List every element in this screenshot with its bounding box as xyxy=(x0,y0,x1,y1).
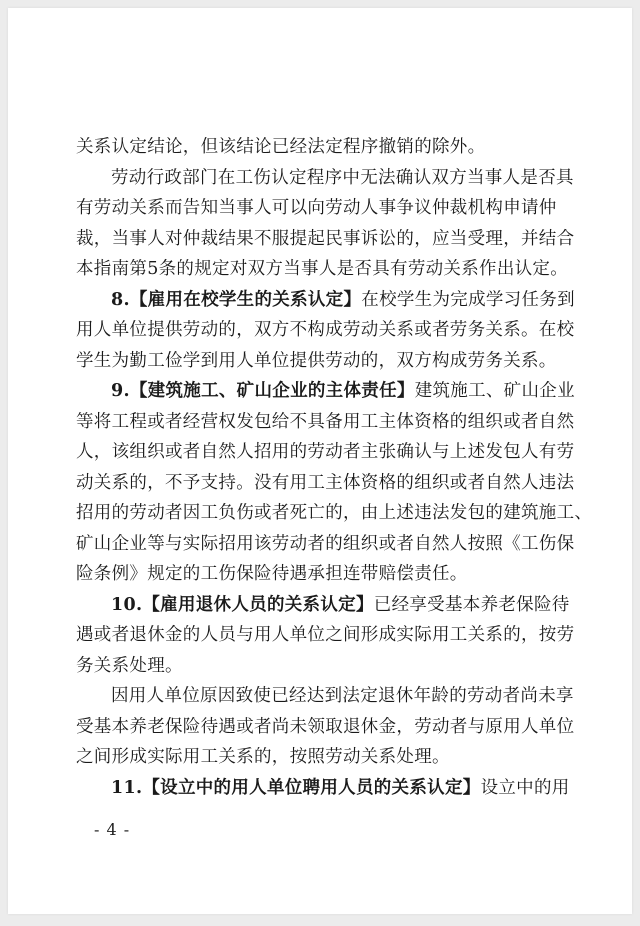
text-line: 在校学生为完成学习任务到 xyxy=(361,289,575,310)
text-line: 关系认定结论，但该结论已经法定程序撤销的除外。 xyxy=(76,137,486,157)
clause-number: 11. xyxy=(111,777,143,798)
paragraph xyxy=(76,163,575,285)
text-line: 因用人单位原因致使已经达到法定退休年龄的劳动者尚未享 xyxy=(111,686,574,706)
clause-number: 8. xyxy=(111,289,130,310)
clause-9 xyxy=(76,376,593,590)
text-line: 遇或者退休金的人员与用人单位之间形成实际用工关系的，按劳 xyxy=(76,625,575,645)
text-line: 之间形成实际用工关系的，按照劳动关系处理。 xyxy=(76,747,450,767)
text-line: 劳动行政部门在工伤认定程序中无法确认双方当事人是否具 xyxy=(111,167,574,188)
page-number: - 4 - xyxy=(94,820,131,839)
text-line: 用人单位提供劳动的，双方不构成劳动关系或者劳务关系。在校 xyxy=(76,320,575,340)
paragraph xyxy=(76,681,575,773)
text-line: 等将工程或者经营权发包给不具备用工主体资格的组织或者自然 xyxy=(76,411,575,432)
text-line: 动关系的，不予支持。没有用工主体资格的组织或者自然人违法 xyxy=(76,472,575,493)
text-line: 设立中的用 xyxy=(480,777,570,798)
clause-heading: 【建筑施工、矿山企业的主体责任】 xyxy=(129,381,415,401)
text-line: 务关系处理。 xyxy=(76,655,183,676)
clause-11 xyxy=(76,773,570,804)
clause-8 xyxy=(76,285,575,377)
text-line: 人，该组织或者自然人招用的劳动者主张确认与上述发包人有劳 xyxy=(76,442,575,462)
text-line: 险条例》规定的工伤保险待遇承担连带赔偿责任。 xyxy=(76,564,468,584)
clause-number: 9. xyxy=(111,381,130,401)
clause-heading: 【雇用在校学生的关系认定】 xyxy=(129,289,362,310)
text-line: 裁，当事人对仲裁结果不服提起民事诉讼的，应当受理，并结合 xyxy=(76,228,575,249)
text-line: 建筑施工、矿山企业 xyxy=(414,381,575,401)
text-line: 矿山企业等与实际招用该劳动者的组织或者自然人按照《工伤保 xyxy=(76,533,575,554)
paragraph xyxy=(76,132,566,163)
clause-heading: 【雇用退休人员的关系认定】 xyxy=(142,594,374,615)
text-line: 有劳动关系而告知当事人可以向劳动人事争议仲裁机构申请仲 xyxy=(76,198,557,218)
document-page xyxy=(8,8,632,914)
text-line: 学生为勤工俭学到用人单位提供劳动的，双方构成劳务关系。 xyxy=(76,350,557,371)
text-line: 已经享受基本养老保险待 xyxy=(373,594,570,615)
text-line: 受基本养老保险待遇或者尚未领取退休金，劳动者与原用人单位 xyxy=(76,716,575,737)
clause-10 xyxy=(76,590,575,682)
document-body xyxy=(76,132,593,803)
text-line: 本指南第5条的规定对双方当事人是否具有劳动关系作出认定。 xyxy=(76,259,569,279)
clause-number: 10. xyxy=(111,594,143,615)
clause-heading: 【设立中的用人单位聘用人员的关系认定】 xyxy=(142,777,481,798)
text-line: 招用的劳动者因工负伤或者死亡的，由上述违法发包的建筑施工、 xyxy=(76,503,593,523)
